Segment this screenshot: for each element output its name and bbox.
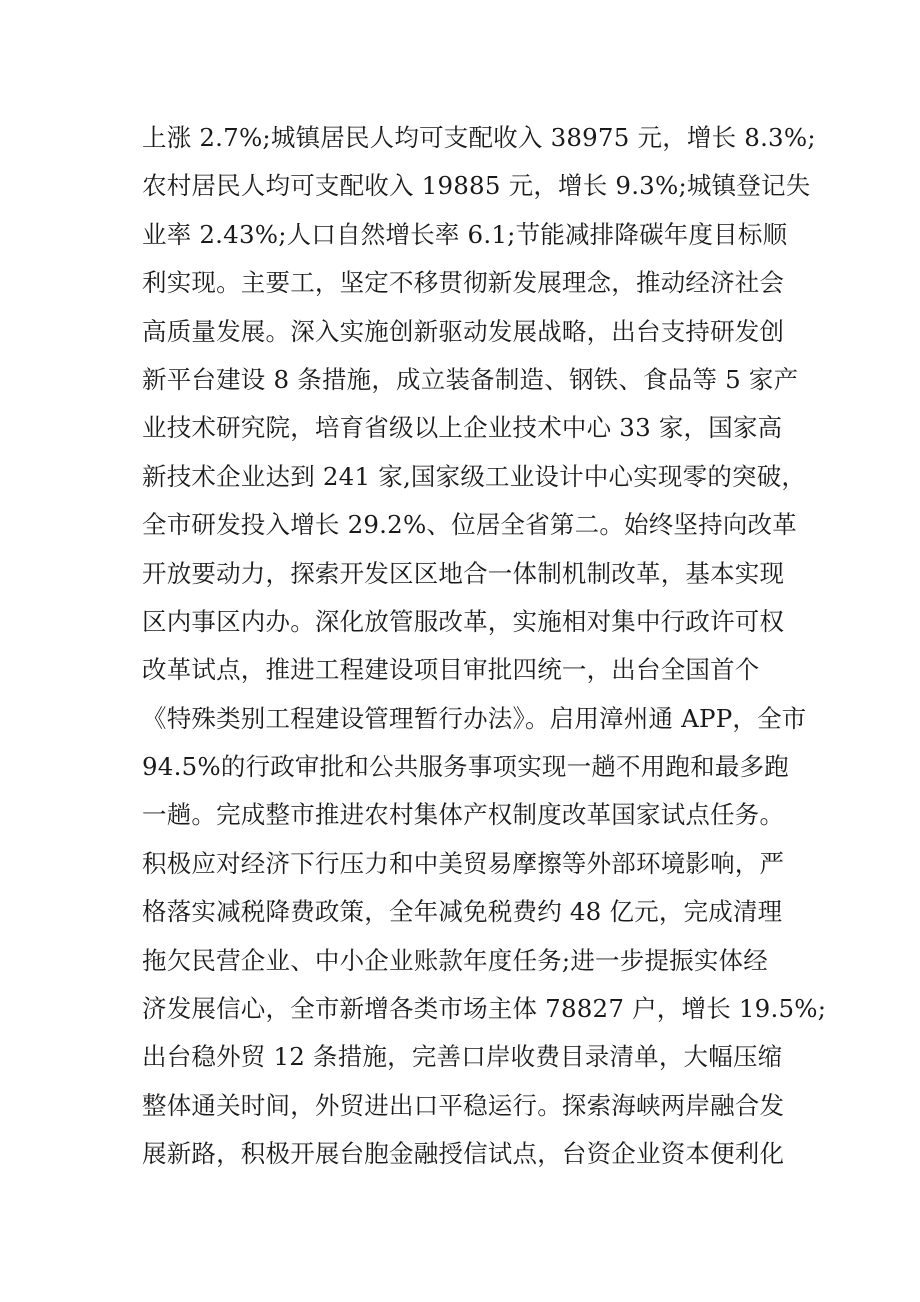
text-line: 新技术企业达到 241 家,国家级工业设计中心实现零的突破，	[142, 461, 807, 491]
text-line: 整体通关时间，外贸进出口平稳运行。探索海峡两岸融合发	[142, 1090, 785, 1120]
text-line: 《特殊类别工程建设管理暂行办法》。启用漳州通 APP，全市	[142, 703, 807, 733]
text-line: 农村居民人均可支配收入 19885 元，增长 9.3%;城镇登记失	[142, 171, 811, 201]
text-line: 济发展信心，全市新增各类市场主体 78827 户，增长 19.5%;	[142, 994, 827, 1024]
text-line: 新平台建设 8 条措施，成立装备制造、钢铁、食品等 5 家产	[142, 364, 799, 394]
text-line: 改革试点，推进工程建设项目审批四统一，出台全国首个	[142, 655, 760, 685]
text-line: 积极应对经济下行压力和中美贸易摩擦等外部环境影响，严	[142, 848, 785, 878]
text-line: 利实现。主要工，坚定不移贯彻新发展理念，推动经济社会	[142, 268, 785, 298]
text-line: 业技术研究院，培育省级以上企业技术中心 33 家，国家高	[142, 413, 783, 443]
text-line: 上涨 2.7%;城镇居民人均可支配收入 38975 元，增长 8.3%;	[142, 123, 816, 152]
text-line: 94.5%的行政审批和公共服务事项实现一趟不用跑和最多跑	[142, 752, 789, 782]
text-line: 展新路，积极开展台胞金融授信试点，台资企业资本便利化	[142, 1139, 785, 1169]
text-line: 开放要动力，探索开发区区地合一体制机制改革，基本实现	[142, 558, 785, 588]
text-line: 拖欠民营企业、中小企业账款年度任务;进一步提振实体经	[142, 945, 768, 975]
text-line: 业率 2.43%;人口自然增长率 6.1;节能减排降碳年度目标顺	[142, 219, 788, 249]
text-line: 出台稳外贸 12 条措施，完善口岸收费目录清单，大幅压缩	[142, 1042, 783, 1072]
body-paragraph	[142, 114, 827, 1179]
text-line: 区内事区内办。深化放管服改革，实施相对集中行政许可权	[142, 606, 785, 636]
text-line: 高质量发展。深入实施创新驱动发展战略，出台支持研发创	[142, 316, 785, 346]
text-line: 格落实减税降费政策，全年减免税费约 48 亿元，完成清理	[142, 897, 783, 927]
text-line: 一趟。完成整市推进农村集体产权制度改革国家试点任务。	[142, 800, 785, 830]
text-line: 全市研发投入增长 29.2%、位居全省第二。始终坚持向改革	[142, 510, 797, 540]
